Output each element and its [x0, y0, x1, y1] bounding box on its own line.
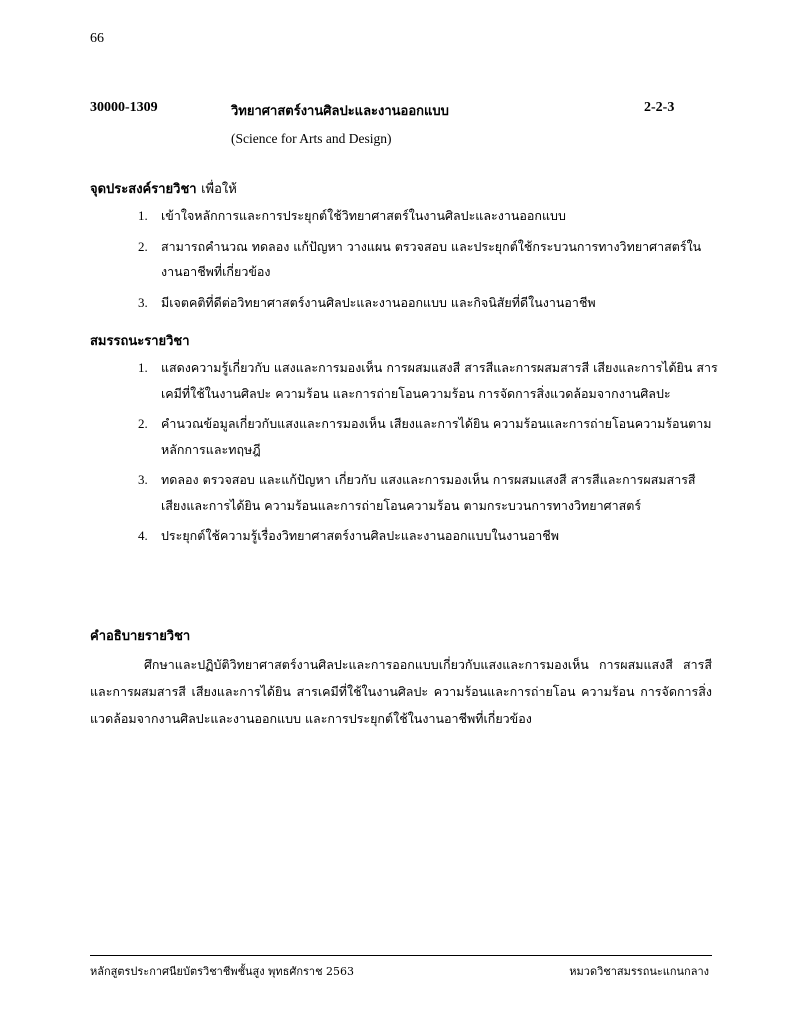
objective-number: 2.	[138, 238, 148, 254]
course-credits: 2-2-3	[644, 100, 675, 115]
course-title: วิทยาศาสตร์งานศิลปะและงานออกแบบ	[231, 104, 449, 119]
description-heading: คำอธิบายรายวิชา	[90, 629, 191, 644]
objectives-heading-label: จุดประสงค์รายวิชา	[90, 182, 197, 197]
competency-item	[138, 355, 718, 406]
footer-divider	[90, 955, 712, 956]
course-code: 30000-1309	[90, 100, 158, 115]
competencies-heading: สมรรถนะรายวิชา	[90, 334, 190, 349]
objective-text: มีเจตคติที่ดีต่อวิทยาศาสตร์งานศิลปะและงานออกแบบ และกิจนิสัยที่ดีในงานอาชีพ	[161, 294, 596, 310]
objective-text: สามารถคำนวณ ทดลอง แก้ปัญหา วางแผน ตรวจสอบ และประยุกต์ใช้กระบวนการทางวิทยาศาสตร์ในงานอาชีพที่เกี่ยวข้อง	[161, 238, 702, 279]
competency-item	[138, 523, 718, 549]
competency-text: คำนวณข้อมูลเกี่ยวกับแสงและการมองเห็น เสียงและการได้ยิน ความร้อนและการถ่ายโอนความร้อนตามหลักการและทฤษฎี	[161, 416, 712, 457]
competency-number: 3.	[138, 472, 148, 487]
objectives-heading-suffix: เพื่อให้	[201, 182, 237, 197]
objectives-heading	[90, 178, 237, 199]
objective-item	[138, 203, 718, 229]
competency-text: แสดงความรู้เกี่ยวกับ แสงและการมองเห็น การผสมแสงสี สารสีและการผสมสารสี เสียงและการได้ยิน สารเคมีที่ใช้ในงานศิลปะ ความร้อน และการถ่ายโอนความร้อน การจัดการสิ่งแวดล้อมจากงานศิลปะ	[161, 360, 718, 401]
footer-category: หมวดวิชาสมรรถนะแกนกลาง	[569, 965, 709, 978]
course-header	[90, 100, 710, 122]
competency-text: ประยุกต์ใช้ความรู้เรื่องวิทยาศาสตร์งานศิลปะและงานออกแบบในงานอาชีพ	[161, 528, 560, 543]
description-text: ศึกษาและปฏิบัติวิทยาศาสตร์งานศิลปะและการออกแบบเกี่ยวกับแสงและการมองเห็น การผสมแสงสี สารสี และการผสมสารสี เสียงและการได้ยิน สารเคมีที่ใช้ในงานศิลปะ ความร้อนและการถ่ายโอน ความร้อน การจัดการสิ่งแวดล้อมจากงานศิลปะและงานออกแบบ และการประยุกต์ใช้ในงานอาชีพที่เกี่ยวข้อง	[90, 657, 712, 726]
objective-item	[138, 290, 718, 316]
competency-text: ทดลอง ตรวจสอบ และแก้ปัญหา เกี่ยวกับ แสงและการมองเห็น การผสมแสงสี สารสีและการผสมสารสี เสียงและการได้ยิน ความร้อนและการถ่ายโอนความร้อน ตามกระบวนการทางวิทยาศาสตร์	[161, 472, 696, 513]
objectives-list	[138, 203, 718, 315]
competency-item	[138, 411, 718, 462]
competency-number: 2.	[138, 416, 148, 431]
objective-text: เข้าใจหลักการและการประยุกต์ใช้วิทยาศาสตร์ในงานศิลปะและงานออกแบบ	[161, 208, 566, 223]
course-title-english: (Science for Arts and Design)	[231, 131, 392, 146]
competency-item	[138, 467, 718, 518]
competency-number: 4.	[138, 528, 148, 543]
footer-curriculum: หลักสูตรประกาศนียบัตรวิชาชีพชั้นสูง พุทธศักราช 2563	[90, 965, 355, 978]
competency-number: 1.	[138, 360, 148, 375]
objective-item	[138, 234, 718, 285]
objective-number: 3.	[138, 294, 148, 310]
objective-number: 1.	[138, 208, 148, 223]
competencies-list	[138, 355, 718, 549]
page-number: 66	[90, 31, 104, 46]
